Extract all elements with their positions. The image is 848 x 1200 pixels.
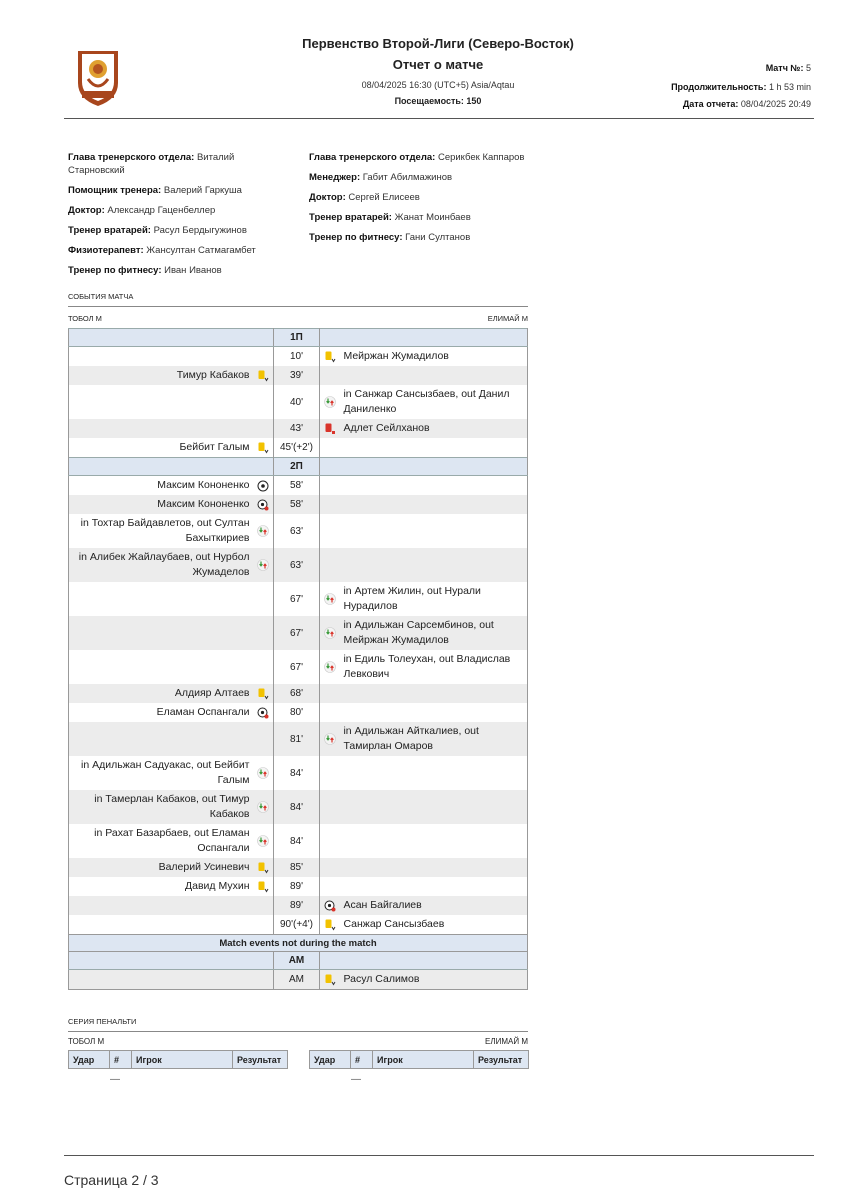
staff-name: Серикбек Каппаров [437, 152, 525, 163]
staff-entry [309, 231, 539, 244]
event-minute: 67' [273, 582, 320, 616]
events-away-team: ЕЛИМАЙ М [487, 314, 528, 323]
event-row [69, 476, 528, 496]
event-player: Санжар Сансызбаев [343, 918, 445, 930]
staff-name: Сергей Елисеев [348, 192, 420, 203]
staff-name: Валерий Гаркуша [163, 185, 242, 196]
staff-role: Физиотерапевт: [68, 245, 144, 256]
home-event-cell [69, 438, 274, 458]
event-player: Мейржан Жумадилов [343, 350, 449, 362]
staff-role: Помощник тренера: [68, 185, 162, 196]
staff-role: Доктор: [309, 192, 346, 203]
away-event-cell [320, 514, 528, 548]
substitution-icon [257, 525, 269, 537]
am-header-row: AM [69, 952, 528, 970]
home-penalty-empty: — [110, 1074, 120, 1085]
home-event-cell [69, 548, 274, 582]
home-event-cell [69, 650, 274, 684]
away-event-cell [320, 438, 528, 458]
away-event-cell [320, 548, 528, 582]
substitution-icon [324, 593, 336, 605]
event-minute: 58' [273, 476, 320, 496]
away-event-cell [320, 970, 528, 990]
event-row [69, 858, 528, 877]
col-number: # [351, 1051, 373, 1069]
event-player: in Едиль Толеухан, out Владислав Левкович [343, 653, 511, 680]
away-penalty-empty: — [351, 1074, 361, 1085]
goal-assist-icon [324, 900, 336, 912]
event-player: Адлет Сейлханов [343, 422, 430, 434]
staff-name: Жансултан Сатмагамбет [146, 245, 256, 256]
event-player: in Санжар Сансызбаев, out Данил Даниленко [343, 388, 510, 415]
event-player: Давид Мухин [185, 880, 250, 892]
col-player: Игрок [373, 1051, 474, 1069]
substitution-icon [257, 801, 269, 813]
event-player: Еламан Оспангали [156, 706, 250, 718]
staff-name: Габит Абилмажинов [362, 172, 453, 183]
event-player: in Адильжан Садуакас, out Бейбит Галым [81, 759, 250, 786]
event-row [69, 756, 528, 790]
event-minute: 84' [273, 790, 320, 824]
event-row [69, 385, 528, 419]
home-event-cell [69, 347, 274, 367]
match-datetime: 08/04/2025 16:30 (UTC+5) Asia/Aqtau [361, 80, 515, 90]
away-event-cell [320, 616, 528, 650]
event-player: Алдияр Алтаев [174, 687, 250, 699]
event-minute: 40' [273, 385, 320, 419]
event-minute: 85' [273, 858, 320, 877]
away-event-cell [320, 495, 528, 514]
staff-entry [68, 264, 268, 277]
away-event-cell [320, 915, 528, 935]
staff-role: Тренер по фитнесу: [68, 265, 162, 276]
event-player: in Алибек Жайлаубаев, out Нурбол Жумаделов [78, 551, 250, 578]
home-event-cell [69, 476, 274, 496]
home-event-cell [69, 366, 274, 385]
event-row [69, 582, 528, 616]
home-staff-list [68, 151, 268, 284]
staff-role: Глава тренерского отдела: [309, 152, 436, 163]
home-event-cell [69, 896, 274, 915]
staff-role: Менеджер: [309, 172, 361, 183]
header-divider [64, 118, 814, 119]
event-minute: 90'(+4') [273, 915, 320, 935]
event-minute: 67' [273, 650, 320, 684]
staff-role: Тренер вратарей: [68, 225, 151, 236]
staff-name: Иван Иванов [164, 265, 222, 276]
event-row [69, 347, 528, 367]
event-minute: 43' [273, 419, 320, 438]
away-event-cell [320, 366, 528, 385]
event-row [69, 495, 528, 514]
event-player: Максим Кононенко [157, 479, 250, 491]
home-event-cell [69, 756, 274, 790]
report-title: Отчет о матче [392, 57, 484, 72]
event-row [69, 514, 528, 548]
offmatch-note: Match events not during the match [69, 935, 528, 952]
home-event-cell [69, 703, 274, 722]
event-minute: 89' [273, 877, 320, 896]
match-events-table [68, 328, 528, 990]
event-minute: 39' [273, 366, 320, 385]
staff-name: Расул Бердыгужинов [153, 225, 247, 236]
event-row [69, 616, 528, 650]
event-player: in Артем Жилин, out Нурали Нурадилов [343, 585, 481, 612]
col-result: Результат [233, 1051, 288, 1069]
staff-entry [68, 224, 268, 237]
event-minute: 67' [273, 616, 320, 650]
penalty-divider [68, 1031, 528, 1032]
half-header-2: 2П [69, 458, 528, 476]
event-minute: 63' [273, 548, 320, 582]
home-event-cell [69, 858, 274, 877]
event-minute: 63' [273, 514, 320, 548]
home-event-cell [69, 385, 274, 419]
event-row [69, 722, 528, 756]
event-player: in Рахат Базарбаев, out Еламан Оспангали [94, 827, 250, 854]
home-event-cell [69, 582, 274, 616]
red-card-icon [324, 423, 336, 435]
staff-name: Александр Гаценбеллер [107, 205, 216, 216]
substitution-icon [324, 627, 336, 639]
away-event-cell [320, 790, 528, 824]
away-event-cell [320, 896, 528, 915]
event-player: Расул Салимов [343, 973, 420, 985]
page-number: Страница 2 / 3 [64, 1172, 159, 1188]
event-minute: 58' [273, 495, 320, 514]
event-row [69, 548, 528, 582]
staff-entry [309, 171, 539, 184]
substitution-icon [257, 559, 269, 571]
away-event-cell [320, 476, 528, 496]
staff-entry [309, 151, 539, 164]
col-result: Результат [474, 1051, 529, 1069]
event-player: in Адильжан Сарсембинов, out Мейржан Жумадилов [343, 619, 494, 646]
away-event-cell [320, 703, 528, 722]
staff-name: Гани Султанов [405, 232, 471, 243]
event-row [69, 419, 528, 438]
home-event-cell [69, 419, 274, 438]
staff-name: Жанат Моинбаев [394, 212, 471, 223]
penalty-home-team: ТОБОЛ М [68, 1037, 105, 1046]
away-event-cell [320, 684, 528, 703]
staff-entry [68, 204, 268, 217]
home-event-cell [69, 970, 274, 990]
yellow-card-icon [257, 370, 269, 382]
events-divider [68, 306, 528, 307]
away-event-cell [320, 419, 528, 438]
event-player: Тимур Кабаков [176, 369, 250, 381]
home-event-cell [69, 514, 274, 548]
staff-entry [68, 244, 268, 257]
event-row [69, 703, 528, 722]
match-duration: Продолжительность: 1 h 53 min [671, 82, 811, 92]
competition-title: Первенство Второй-Лиги (Северо-Восток) [302, 36, 574, 51]
substitution-icon [324, 661, 336, 673]
events-home-team: ТОБОЛ М [68, 314, 102, 323]
event-row [69, 877, 528, 896]
home-event-cell [69, 790, 274, 824]
event-minute: AM [273, 970, 320, 990]
half-header-1: 1П [69, 329, 528, 347]
col-number: # [110, 1051, 132, 1069]
home-event-cell [69, 616, 274, 650]
event-player: Валерий Усиневич [158, 861, 250, 873]
away-event-cell [320, 858, 528, 877]
event-minute: 68' [273, 684, 320, 703]
staff-name: Виталий Старновский [68, 152, 235, 176]
yellow-card-icon [257, 688, 269, 700]
staff-role: Глава тренерского отдела: [68, 152, 195, 163]
event-row [69, 824, 528, 858]
yellow-card-icon [257, 862, 269, 874]
col-shot: Удар [69, 1051, 110, 1069]
yellow-card-icon [257, 881, 269, 893]
report-date: Дата отчета: 08/04/2025 20:49 [682, 99, 811, 109]
goal-assist-icon [257, 499, 269, 511]
event-row [69, 896, 528, 915]
yellow-card-icon [324, 974, 336, 986]
penalty-section-title: СЕРИЯ ПЕНАЛЬТИ [68, 1017, 137, 1026]
yellow-card-icon [324, 351, 336, 363]
staff-role: Тренер вратарей: [309, 212, 392, 223]
event-minute: 84' [273, 756, 320, 790]
event-player: in Тамерлан Кабаков, out Тимур Кабаков [94, 793, 250, 820]
substitution-icon [324, 396, 336, 408]
footer-divider [64, 1155, 814, 1156]
yellow-card-icon [324, 919, 336, 931]
away-event-cell [320, 385, 528, 419]
penalty-away-team: ЕЛИМАЙ М [485, 1037, 528, 1046]
event-player: in Тохтар Байдавлетов, out Султан Бахыткириев [80, 517, 250, 544]
event-minute: 80' [273, 703, 320, 722]
away-event-cell [320, 824, 528, 858]
home-event-cell [69, 495, 274, 514]
away-event-cell [320, 722, 528, 756]
staff-entry [309, 191, 539, 204]
events-section-title: СОБЫТИЯ МАТЧА [68, 292, 134, 301]
event-minute: 45'(+2') [273, 438, 320, 458]
event-minute: 89' [273, 896, 320, 915]
event-minute: 81' [273, 722, 320, 756]
event-row [69, 438, 528, 458]
event-minute: 10' [273, 347, 320, 367]
staff-entry [68, 151, 268, 177]
event-player: Асан Байгалиев [343, 899, 422, 911]
away-event-cell [320, 347, 528, 367]
away-event-cell [320, 877, 528, 896]
substitution-icon [324, 733, 336, 745]
col-shot: Удар [310, 1051, 351, 1069]
home-event-cell [69, 915, 274, 935]
home-event-cell [69, 722, 274, 756]
home-event-cell [69, 824, 274, 858]
staff-entry [68, 184, 268, 197]
away-event-cell [320, 756, 528, 790]
staff-entry [309, 211, 539, 224]
away-penalty-table [309, 1050, 529, 1069]
event-player: Бейбит Галым [179, 441, 250, 453]
event-row [69, 970, 528, 990]
match-number: Матч №: 5 [765, 63, 811, 73]
home-event-cell [69, 684, 274, 703]
event-row [69, 684, 528, 703]
event-row [69, 366, 528, 385]
offmatch-note-row [69, 935, 528, 952]
event-player: Максим Кононенко [157, 498, 250, 510]
event-row [69, 915, 528, 935]
away-event-cell [320, 650, 528, 684]
away-event-cell [320, 582, 528, 616]
event-minute: 84' [273, 824, 320, 858]
staff-role: Доктор: [68, 205, 105, 216]
goal-icon [257, 480, 269, 492]
yellow-card-icon [257, 442, 269, 454]
attendance: Посещаемость: 150 [394, 96, 482, 106]
col-player: Игрок [132, 1051, 233, 1069]
substitution-icon [257, 835, 269, 847]
staff-role: Тренер по фитнесу: [309, 232, 403, 243]
substitution-icon [257, 767, 269, 779]
event-row [69, 790, 528, 824]
home-penalty-table [68, 1050, 288, 1069]
home-event-cell [69, 877, 274, 896]
away-staff-list [309, 151, 539, 251]
event-player: in Адильжан Айткалиев, out Тамирлан Омаров [343, 725, 479, 752]
goal-assist-icon [257, 707, 269, 719]
event-row [69, 650, 528, 684]
